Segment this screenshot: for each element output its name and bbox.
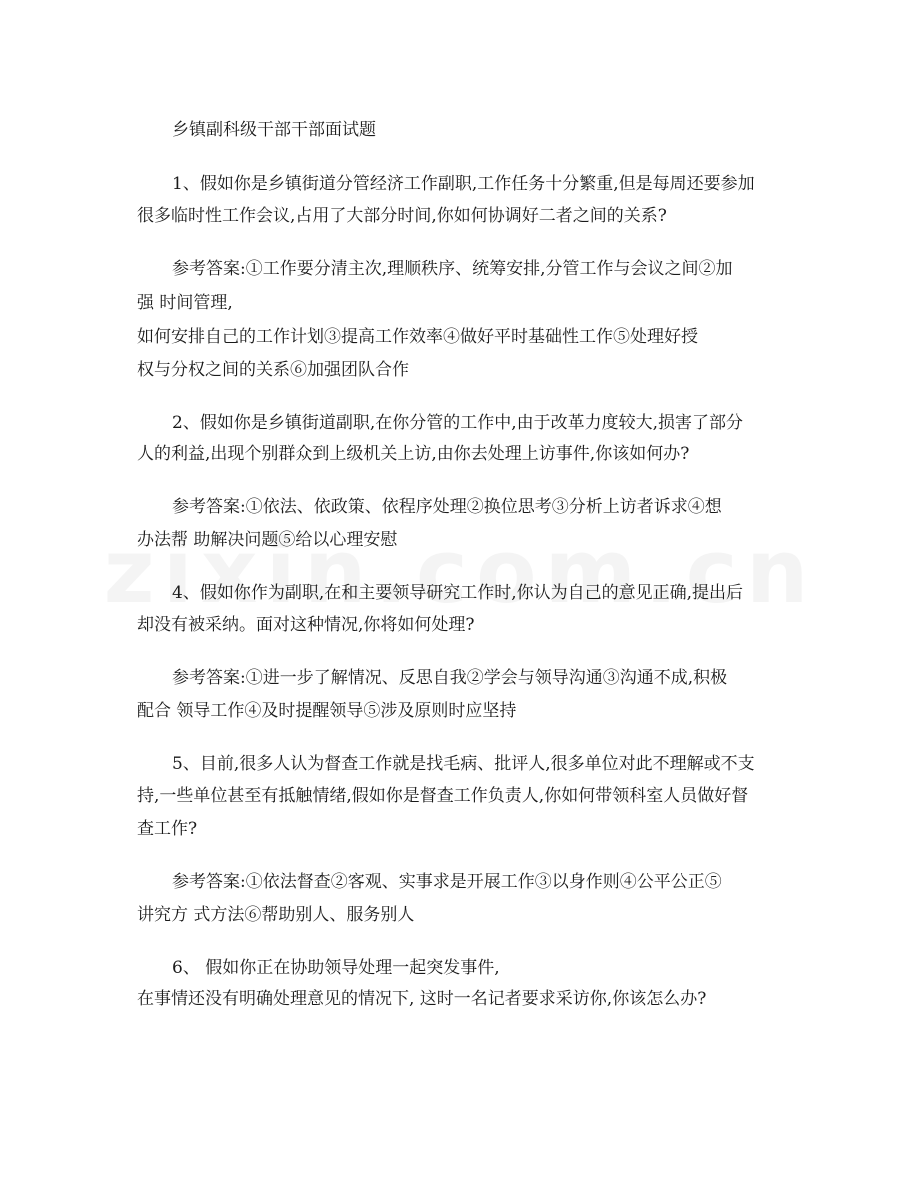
question-4-line-2: 却没有被采纳。面对这种情况,你将如何处理? <box>137 615 475 635</box>
answer-1-line-3: 如何安排自己的工作计划③提高工作效率④做好平时基础性工作⑤处理好授 <box>137 327 698 347</box>
answer-5-line-2: 讲究方 式方法⑥帮助别人、服务别人 <box>137 905 415 925</box>
question-6-line-2: 在事情还没有明确处理意见的情况下, 这时一名记者要求采访你,你该怎么办? <box>137 989 707 1009</box>
question-1-line-2: 很多临时性工作会议,占用了大部分时间,你如何协调好二者之间的关系? <box>137 206 667 226</box>
page-title: 乡镇副科级干部干部面试题 <box>172 120 376 140</box>
question-5-line-2: 持,一些单位甚至有抵触情绪,假如你是督查工作负责人,你如何带领科室人员做好督 <box>137 786 749 806</box>
answer-2-line-1: 参考答案:①依法、依政策、依程序处理②换位思考③分析上访者诉求④想 <box>172 497 722 517</box>
answer-5-line-1: 参考答案:①依法督查②客观、实事求是开展工作③以身作则④公平公正⑤ <box>172 872 722 892</box>
question-6-line-1: 6、 假如你正在协助领导处理一起突发事件, <box>172 958 500 978</box>
question-1-line-1: 1、假如你是乡镇街道分管经济工作副职,工作任务十分繁重,但是每周还要参加 <box>172 174 755 194</box>
answer-4-line-2: 配合 领导工作④及时提醒领导⑤涉及原则时应坚持 <box>137 701 517 721</box>
answer-2-line-2: 办法帮 助解决问题⑤给以心理安慰 <box>137 530 398 550</box>
question-5-line-1: 5、目前,很多人认为督查工作就是找毛病、批评人,很多单位对此不理解或不支 <box>172 754 755 774</box>
answer-1-line-2: 强 时间管理, <box>137 293 233 313</box>
answer-4-line-1: 参考答案:①进一步了解情况、反思自我②学会与领导沟通③沟通不成,积极 <box>172 668 728 688</box>
question-5-line-3: 查工作? <box>137 819 198 839</box>
question-4-line-1: 4、假如你作为副职,在和主要领导研究工作时,你认为自己的意见正确,提出后 <box>172 583 744 603</box>
question-2-line-1: 2、假如你是乡镇街道副职,在你分管的工作中,由于改革力度较大,损害了部分 <box>172 413 744 433</box>
question-2-line-2: 人的利益,出现个别群众到上级机关上访,由你去处理上访事件,你该如何办? <box>137 444 690 464</box>
answer-1-line-4: 权与分权之间的关系⑥加强团队合作 <box>137 360 409 380</box>
answer-1-line-1: 参考答案:①工作要分清主次,理顺秩序、统筹安排,分管工作与会议之间②加 <box>172 259 733 279</box>
